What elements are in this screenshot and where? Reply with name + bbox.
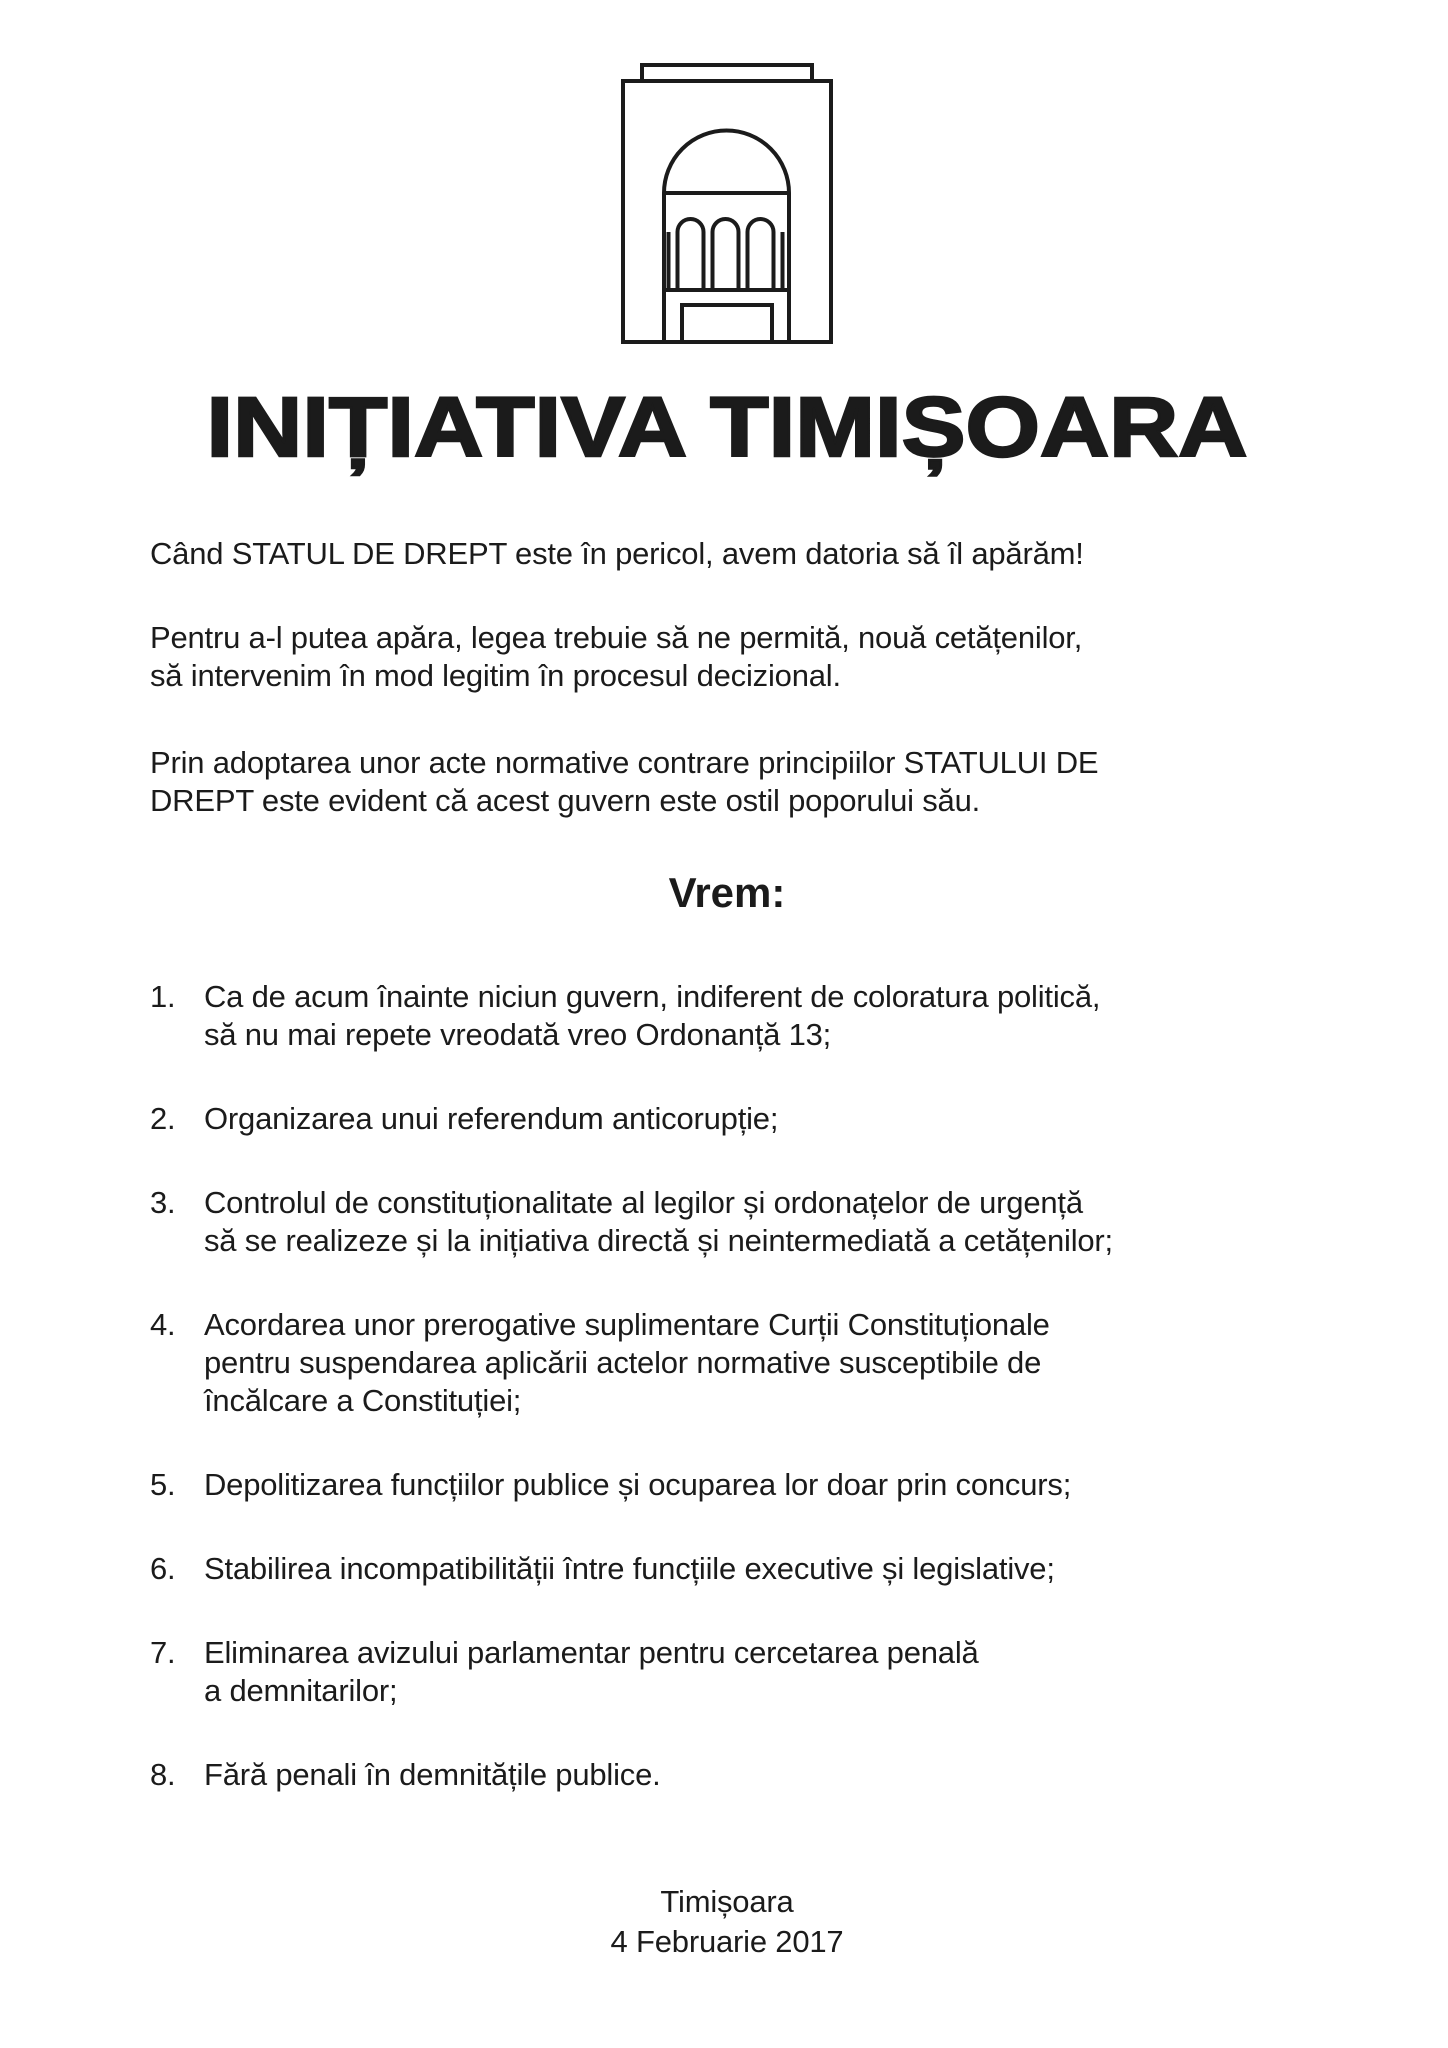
footer-place: Timișoara: [660, 1884, 794, 1920]
demand-item: [150, 1466, 1304, 1504]
demand-number: 4.: [150, 1307, 176, 1343]
demand-item: [150, 1756, 1304, 1794]
demand-text: [204, 1550, 1304, 1588]
demand-item: [150, 1306, 1304, 1420]
demand-line: pentru suspendarea aplicării actelor normative susceptibile de: [204, 1345, 1042, 1381]
demand-line: Organizarea unui referendum anticorupție;: [204, 1101, 779, 1137]
demand-number: 7.: [150, 1635, 176, 1671]
document-footer: [150, 1882, 1304, 1962]
demand-text: [204, 1634, 1304, 1710]
demand-text: [204, 1184, 1304, 1260]
demand-text: [204, 1100, 1304, 1138]
demand-number: 5.: [150, 1467, 176, 1503]
demand-text: [204, 1306, 1304, 1420]
demand-line: Ca de acum înainte niciun guvern, indiferent de coloratura politică,: [204, 979, 1101, 1015]
paragraph-line: DREPT este evident că acest guvern este ostil poporului său.: [150, 783, 981, 819]
demand-item: [150, 1550, 1304, 1588]
demand-line: Stabilirea incompatibilității între funcțiile executive și legislative;: [204, 1551, 1055, 1587]
paragraph-line: Când STATUL DE DREPT este în pericol, avem datoria să îl apărăm!: [150, 536, 1084, 572]
demand-item: [150, 1634, 1304, 1710]
demand-text: [204, 978, 1304, 1054]
intro-paragraph: [150, 619, 1304, 695]
section-heading: Vrem:: [668, 869, 786, 917]
demand-line: Depolitizarea funcțiilor publice și ocuparea lor doar prin concurs;: [204, 1467, 1072, 1503]
demand-line: Controlul de constituționalitate al legilor și ordonațelor de urgență: [204, 1185, 1083, 1221]
demand-line: Fără penali în demnitățile publice.: [204, 1757, 661, 1793]
paragraph-line: Prin adoptarea unor acte normative contrare principiilor STATULUI DE: [150, 745, 1099, 781]
intro-paragraph: [150, 744, 1304, 820]
paragraph-line: să intervenim în mod legitim în procesul decizional.: [150, 658, 841, 694]
paragraph-line: Pentru a-l putea apăra, legea trebuie să ne permită, nouă cetățenilor,: [150, 620, 1083, 656]
demand-number: 1.: [150, 979, 176, 1015]
page-title: INIȚIATIVA TIMIȘOARA: [206, 380, 1248, 474]
demand-item: [150, 1100, 1304, 1138]
demand-line: Eliminarea avizului parlamentar pentru cercetarea penală: [204, 1635, 979, 1671]
logo-container: [150, 62, 1304, 344]
demand-item: [150, 1184, 1304, 1260]
demand-number: 3.: [150, 1185, 176, 1221]
demand-item: [150, 978, 1304, 1054]
demand-line: încălcare a Constituției;: [204, 1383, 522, 1419]
demands-list: [150, 978, 1304, 1794]
opera-house-building-icon: [621, 62, 833, 344]
demand-line: Acordarea unor prerogative suplimentare Curții Constituționale: [204, 1307, 1050, 1343]
demand-number: 6.: [150, 1551, 176, 1587]
demand-number: 8.: [150, 1757, 176, 1793]
intro-paragraph: [150, 535, 1304, 573]
demand-line: să se realizeze și la inițiativa directă și neintermediată a cetățenilor;: [204, 1223, 1113, 1259]
footer-date: 4 Februarie 2017: [610, 1924, 844, 1960]
demand-line: a demnitarilor;: [204, 1673, 398, 1709]
demand-number: 2.: [150, 1101, 176, 1137]
demand-text: [204, 1756, 1304, 1794]
demand-text: [204, 1466, 1304, 1504]
demand-line: să nu mai repete vreodată vreo Ordonanță 13;: [204, 1017, 832, 1053]
